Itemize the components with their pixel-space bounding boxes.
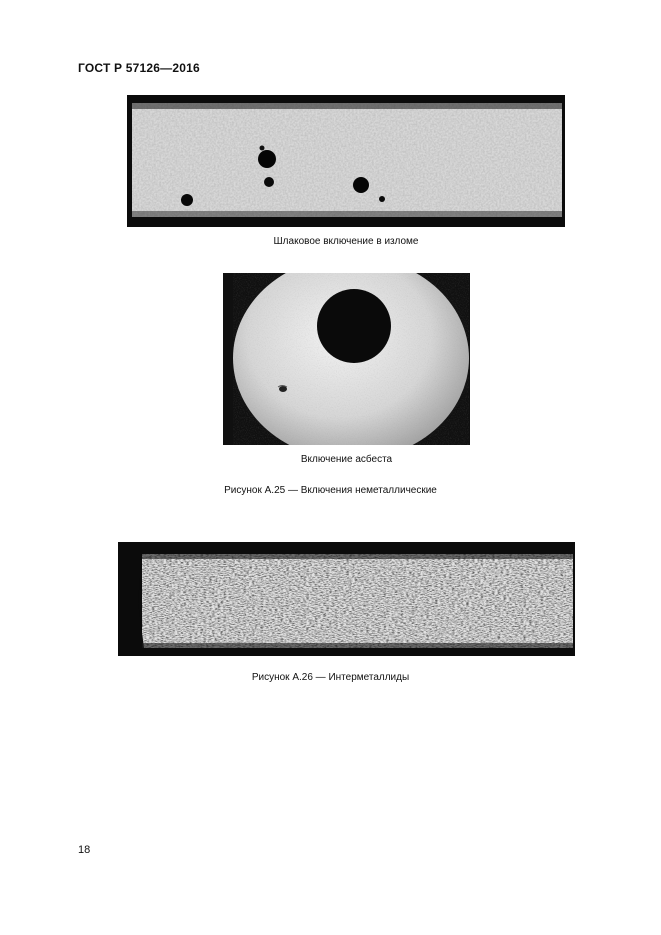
figure-a25-caption: Рисунок А.25 — Включения неметаллические: [224, 485, 437, 496]
figure-a26-caption: Рисунок А.26 — Интерметаллиды: [251, 672, 410, 683]
intermetallics-photo: [118, 542, 575, 656]
asbestos-inclusion-photo: [223, 273, 470, 445]
document-header: ГОСТ Р 57126—2016: [78, 61, 200, 75]
slag-inclusion-photo: [127, 95, 565, 227]
slag-inclusion-caption: Шлаковое включение в изломе: [273, 236, 419, 247]
page-number: 18: [78, 844, 91, 856]
asbestos-inclusion-caption: Включение асбеста: [300, 454, 393, 465]
